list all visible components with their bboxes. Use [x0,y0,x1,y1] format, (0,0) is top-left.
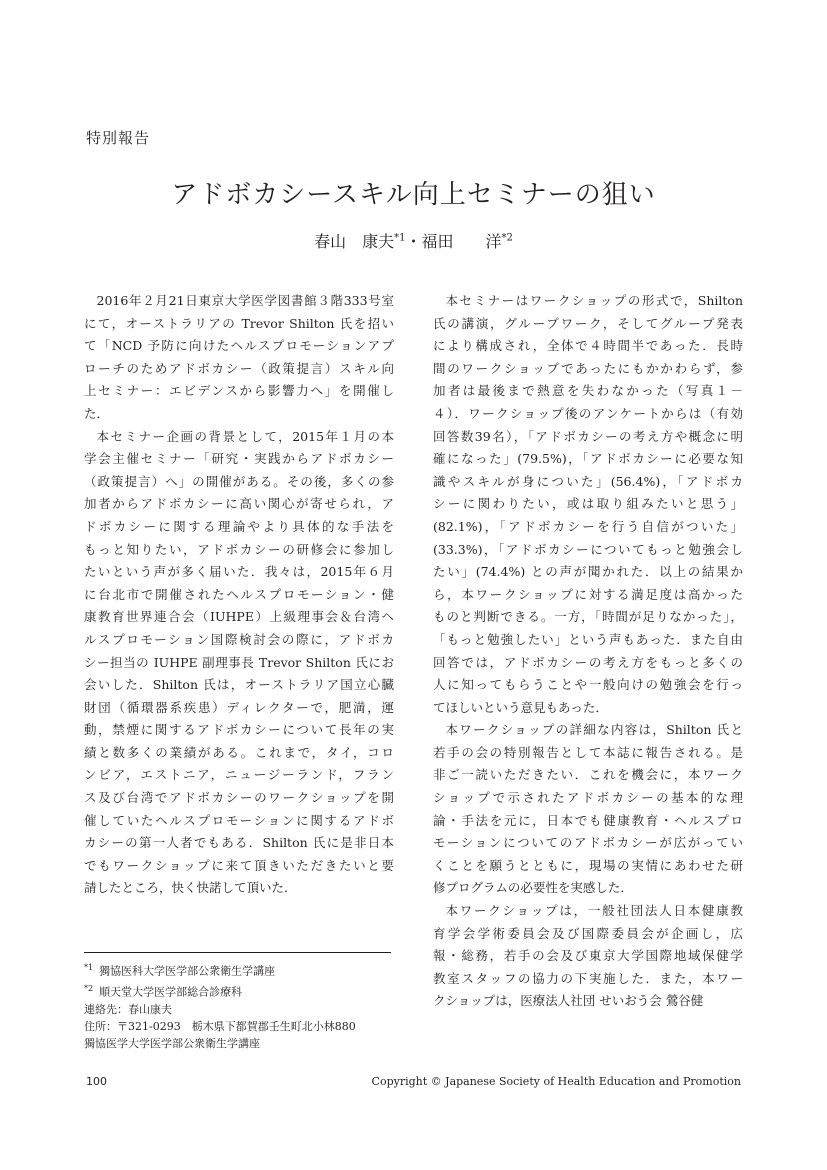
text-line: ドボカシーに関する理論やより具体的な手法を [84,518,394,534]
article-title: アドボカシースキル向上セミナーの狙い [171,180,656,210]
text-line: 報・総務，若手の会及び東京大学国際地域保健学 [433,948,743,964]
footnote-divider [84,952,391,953]
text-line: 会いした．Shilton 氏は，オーストラリア国立心臓 [84,677,394,693]
body-paragraph [433,900,743,1013]
footnote-mark: *2 [84,983,94,993]
text-line: 請したところ，快く快諾して頂いた． [84,880,297,896]
text-line: 「もっと勉強したい」という声もあった．また自由 [433,631,743,647]
footnote-item [84,1001,404,1018]
text-line: でもワークショップに来て頂きいただきたいと要 [84,857,394,873]
body-column-left [84,290,394,900]
text-line: に台北市で開催されたヘルスプロモーション・健 [84,586,394,602]
text-line: 本セミナーはワークショップの形式で，Shilton [445,293,743,308]
text-line: （政策提言）へ」の開催がある。その後，多くの参 [84,473,394,489]
body-paragraph [433,719,743,900]
text-line: 間のワークショップであったにもかかわらず，参 [433,360,743,376]
text-line: 非ご一読いただきたい．これを機会に，本ワーク [433,767,743,783]
text-line: 論・手法を元に，日本でも健康教育・ヘルスプロ [433,812,743,828]
copyright-notice: Copyright © Japanese Society of Health Education and Promotion [371,1075,741,1088]
text-line: ものと判断できる。一方，「時間が足りなかった」， [433,609,743,625]
body-paragraph [84,290,394,426]
text-line: 回答数39名），「アドボカシーの考え方や概念に明 [433,428,743,444]
text-line: 育学会学術委員会及び国際委員会が企画し，広 [433,925,743,941]
text-line: 加者は最後まで熱意を失わなかった（写真１－ [433,383,743,399]
text-line: ンビア，エストニア，ニュージーランド，フラン [84,767,394,783]
footnote-text: 獨協医科大学医学部公衆衛生学講座 [99,964,276,978]
text-line: にて，オーストラリアの Trevor Shilton 氏を招い [84,315,394,331]
text-line: 動，禁煙に関するアドボカシーについて長年の実 [84,722,394,738]
text-line: 識やスキルが身についた」(56.4%)，「アドボカ [433,473,743,489]
text-line: 績と数多くの業績がある。これまで，タイ，コロ [84,744,394,760]
text-line: 加者からアドボカシーに高い関心が寄せられ，ア [84,496,394,512]
text-line: 本ワークショップの詳細な内容は，Shilton 氏と [445,722,743,738]
text-line: (82.1%)，「アドボカシーを行う自信がついた」 [433,518,743,534]
author-name: 福田 洋 [421,232,502,251]
text-line: くことを願うとともに，現場の実情にあわせた研 [433,857,743,873]
text-line: ローチのためアドボカシー（政策提言）スキル向 [84,360,394,376]
text-line: (33.3%)，「アドボカシーについてもっと勉強会し [433,541,743,557]
author-separator: ・ [405,232,422,251]
text-line: ルスプロモーション国際検討会の際に，アドボカ [84,631,394,647]
text-line: 人に知ってもらうことや一般向けの勉強会を行っ [433,677,743,693]
footnote-item [84,1035,404,1052]
footnote-item [84,959,404,980]
text-line: ら，本ワークショップに対する満足度は高かった [433,586,743,602]
text-line: 若手の会の特別報告として本誌に報告される。是 [433,744,743,760]
text-line: 上セミナー：エビデンスから影響力へ」を開催し [84,383,394,399]
text-line: シー担当の IUHPE 副理事長 Trevor Shilton 氏にお [84,654,394,670]
text-line: により構成され，全体で４時間半であった．長時 [433,338,743,354]
footnote-item [84,1018,404,1035]
text-line: たい」(74.4%) との声が聞かれた．以上の結果か [433,564,743,580]
author-name: 春山 康夫 [314,232,395,251]
text-line: 本セミナー企画の背景として，2015年１月の本 [96,428,394,444]
text-line: 修プログラムの必要性を実感した． [433,880,633,896]
author-affiliation-mark: *2 [501,232,513,244]
text-line: た． [84,405,110,421]
article-category: 特別報告 [86,129,151,147]
text-line: 康教育世界連合会（IUHPE）上級理事会＆台湾ヘ [84,609,394,625]
author-line [0,229,827,252]
text-line: 学会主催セミナー「研究・実践からアドボカシー [84,451,394,467]
text-line: 本ワークショップは，一般社団法人日本健康教 [445,903,743,919]
footnotes [84,959,404,1052]
text-line: モーションについてのアドボカシーが広がってい [433,835,743,851]
text-line: カシーの第一人者でもある．Shilton 氏に是非日本 [84,835,394,851]
text-line: もっと知りたい，アドボカシーの研修会に参加し [84,541,394,557]
text-line: 氏の講演，グループワーク，そしてグループ発表 [433,315,743,331]
page-number: 100 [86,1075,107,1088]
text-line: 2016年２月21日東京大学医学図書館３階333号室 [96,293,394,308]
footnote-text: 連絡先：春山康夫 [84,1002,172,1016]
footnote-text: 順天堂大学医学部総合診療科 [99,985,243,999]
text-line: 催していたヘルスプロモーションに関するアドボ [84,812,394,828]
text-line: クショップは，医療法人社団 せいおう会 鶯谷健 [433,993,704,1009]
text-line: ショップで示されたアドボカシーの基本的な理 [433,790,743,806]
text-line: て「NCD 予防に向けたヘルスプロモーションアプ [84,338,394,354]
footnote-item [84,980,404,1001]
text-line: 財団（循環器系疾患）ディレクターで，肥満，運 [84,699,394,715]
author-affiliation-mark: *1 [394,232,406,244]
footnote-mark: *1 [84,963,94,972]
footnote-text: 獨協医学大学医学部公衆衛生学講座 [84,1037,260,1051]
text-line: 確になった」(79.5%)，「アドボカシーに必要な知 [433,451,743,467]
text-line: ４）．ワークショップ後のアンケートからは（有効 [433,405,743,421]
text-line: 教室スタッフの協力の下実施した．また，本ワー [433,970,743,986]
body-paragraph [84,426,394,900]
text-line: てほしいという意見もあった． [433,699,608,715]
text-line: ス及び台湾でアドボカシーのワークショップを開 [84,790,394,806]
body-column-right [433,290,743,1013]
text-line: 回答では，アドボカシーの考え方をもっと多くの [433,654,743,670]
text-line: たいという声が多く届いた．我々は，2015年６月 [84,564,394,580]
text-line: シーに関わりたい，或は取り組みたいと思う」 [433,496,743,512]
footnote-text: 住所：〒321-0293 栃木県下都賀郡壬生町北小林880 [84,1019,356,1033]
body-paragraph [433,290,743,719]
